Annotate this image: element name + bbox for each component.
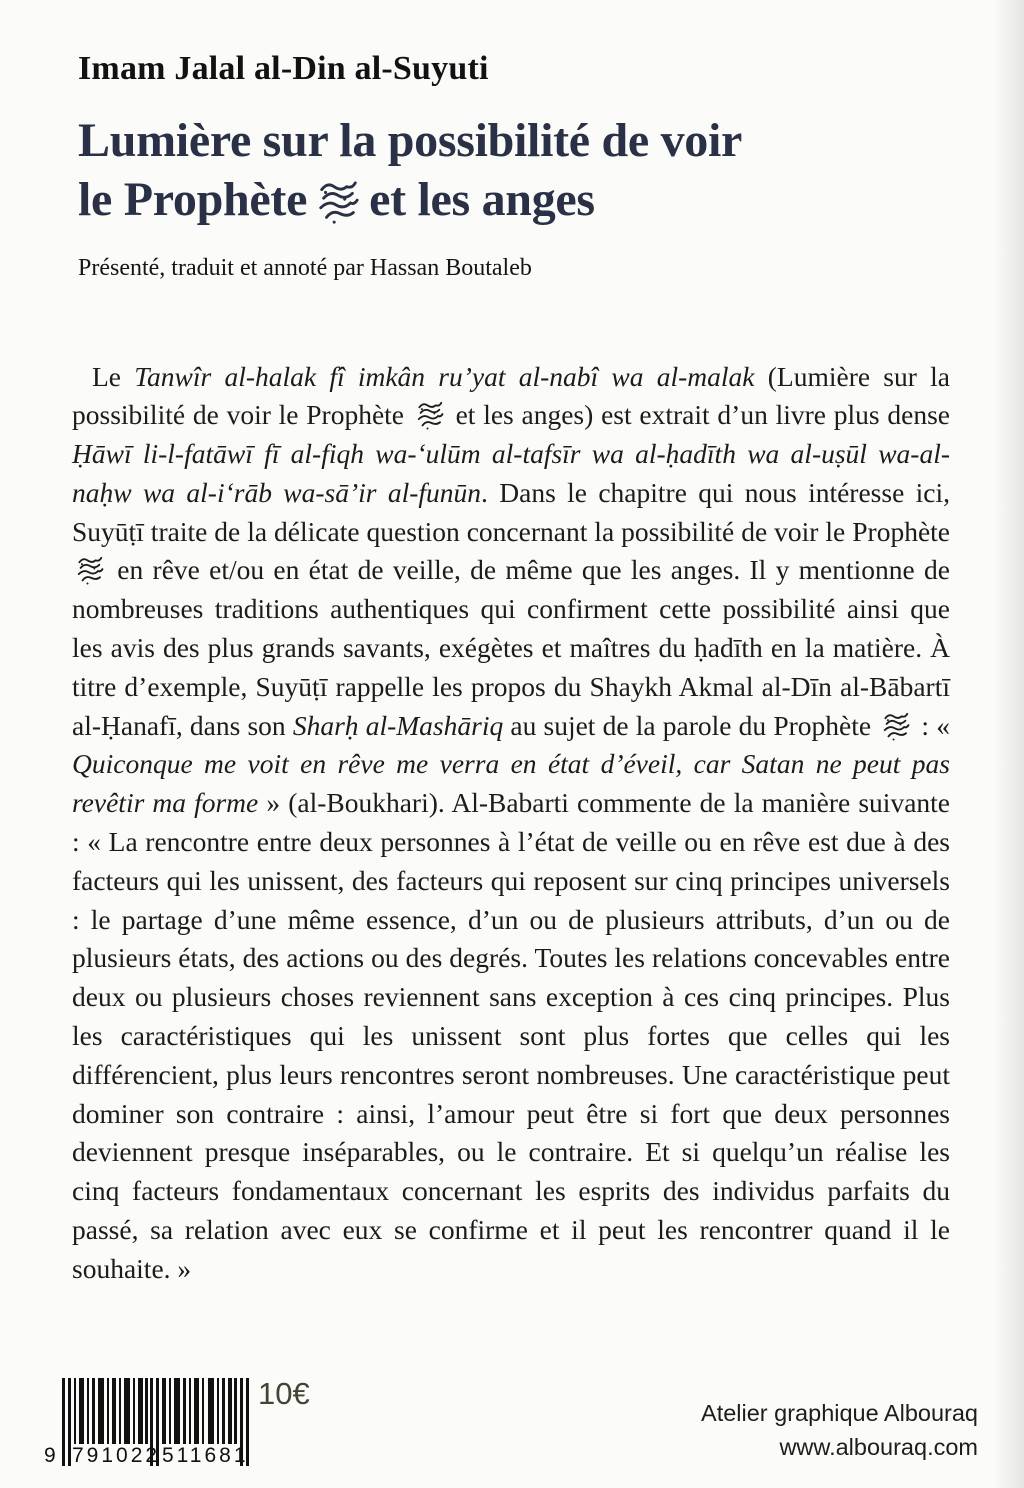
body-text-run: au sujet de la parole du Prophète bbox=[503, 709, 879, 741]
saw-calligraphy-icon bbox=[415, 399, 445, 433]
italic-text-run: Quiconque me voit en rêve me verra en état d’éveil, car Satan ne peut pas revêtir ma forme bbox=[72, 748, 950, 819]
italic-text-run: Sharḥ al-Mashāriq bbox=[292, 709, 504, 741]
barcode-digits bbox=[44, 1444, 254, 1468]
body-text-run: » (al-Boukhari). Al-Babarti commente de la manière suivante : « La rencontre entre deux personnes à l’état de veille ou en rêve est due à des facteurs qui les unissent, des facteurs qui reposent sur cinq principes universels : le partage d’une même essence, d’un ou de plusieurs attributs, d’un ou de plusieurs états, des actions ou des degrés. Toutes les relations concevables entre deux ou plusieurs choses reviennent sans exception à ces cinq principes. Plus les caractéristiques qui les unissent sont plus fortes que celles qui les différencient, plus leurs rencontres seront nombreuses. Une caractéristique peut dominer son contraire : ainsi, l’amour peut être si fort que deux personnes deviennent presque inséparables, ou le contraire. Et si quelqu’un réalise les cinq facteurs fondamentaux concernant les esprits des individus parfaits du passé, sa relation avec eux se confirme et il peut les rencontrer quand il le souhaite. » bbox=[72, 787, 950, 1284]
title-line-2-post: et les anges bbox=[369, 172, 595, 226]
body-text-run: Le bbox=[92, 360, 135, 392]
publisher-block bbox=[701, 1396, 978, 1464]
saw-calligraphy-icon bbox=[75, 554, 105, 588]
body-text-run: . Dans le chapitre qui nous intéresse ici, Suyūṭī traite de la délicate question concernant la possibilité de voir le Prophète bbox=[72, 476, 950, 547]
saw-calligraphy-icon bbox=[881, 710, 911, 744]
page-edge-shadow bbox=[994, 0, 1024, 1488]
body-text-run: (Lumière sur la possibilité de voir le Prophète bbox=[72, 360, 950, 431]
body-text-run: et les anges) est extrait d’un livre plus dense bbox=[447, 399, 950, 431]
price-label: 10€ bbox=[258, 1376, 310, 1411]
italic-text-run: Ḥāwī li-l-fatāwī fī al-fiqh wa-‘ulūm al-tafsīr wa al-ḥadīth wa al-uṣūl wa-al-naḥw wa al-i‘rāb wa-sā’ir al-funūn bbox=[72, 438, 950, 508]
header-block bbox=[78, 50, 958, 282]
body-text-run: en rêve et/ou en état de veille, de même que les anges. Il y mentionne de nombreuses traditions authentiques qui confirment cette possibilité ainsi que les avis des plus grands savants, exégètes et maîtres du ḥadīth en la matière. À titre d’exemple, Suyūṭī rappelle les propos du Shaykh Akmal al-Dīn al-Bābartī al-Ḥanafī, dans son bbox=[72, 554, 950, 741]
publisher-website: www.albouraq.com bbox=[779, 1434, 978, 1460]
italic-text-run: Tanwîr al-halak fî imkân ru’yat al-nabî wa al-malak bbox=[134, 360, 755, 392]
publisher-name: Atelier graphique Albouraq bbox=[701, 1400, 978, 1426]
saw-calligraphy-icon bbox=[315, 177, 361, 229]
subtitle-translator-credit: Présenté, traduit et annoté par Hassan Boutaleb bbox=[78, 255, 532, 282]
description-paragraph bbox=[72, 358, 950, 1289]
barcode-lead-digit: 9 bbox=[44, 1444, 56, 1467]
author-name: Imam Jalal al-Din al-Suyuti bbox=[78, 50, 489, 87]
title-line-1: Lumière sur la possibilité de voir bbox=[78, 114, 743, 167]
body-text-run: : « bbox=[914, 709, 950, 741]
title-line-2-pre: le Prophète bbox=[78, 172, 308, 226]
barcode-digit-group-2: 511681 bbox=[162, 1444, 249, 1467]
barcode bbox=[44, 1378, 254, 1470]
barcode-digit-group-1: 791022 bbox=[72, 1444, 161, 1467]
book-title bbox=[78, 112, 958, 229]
